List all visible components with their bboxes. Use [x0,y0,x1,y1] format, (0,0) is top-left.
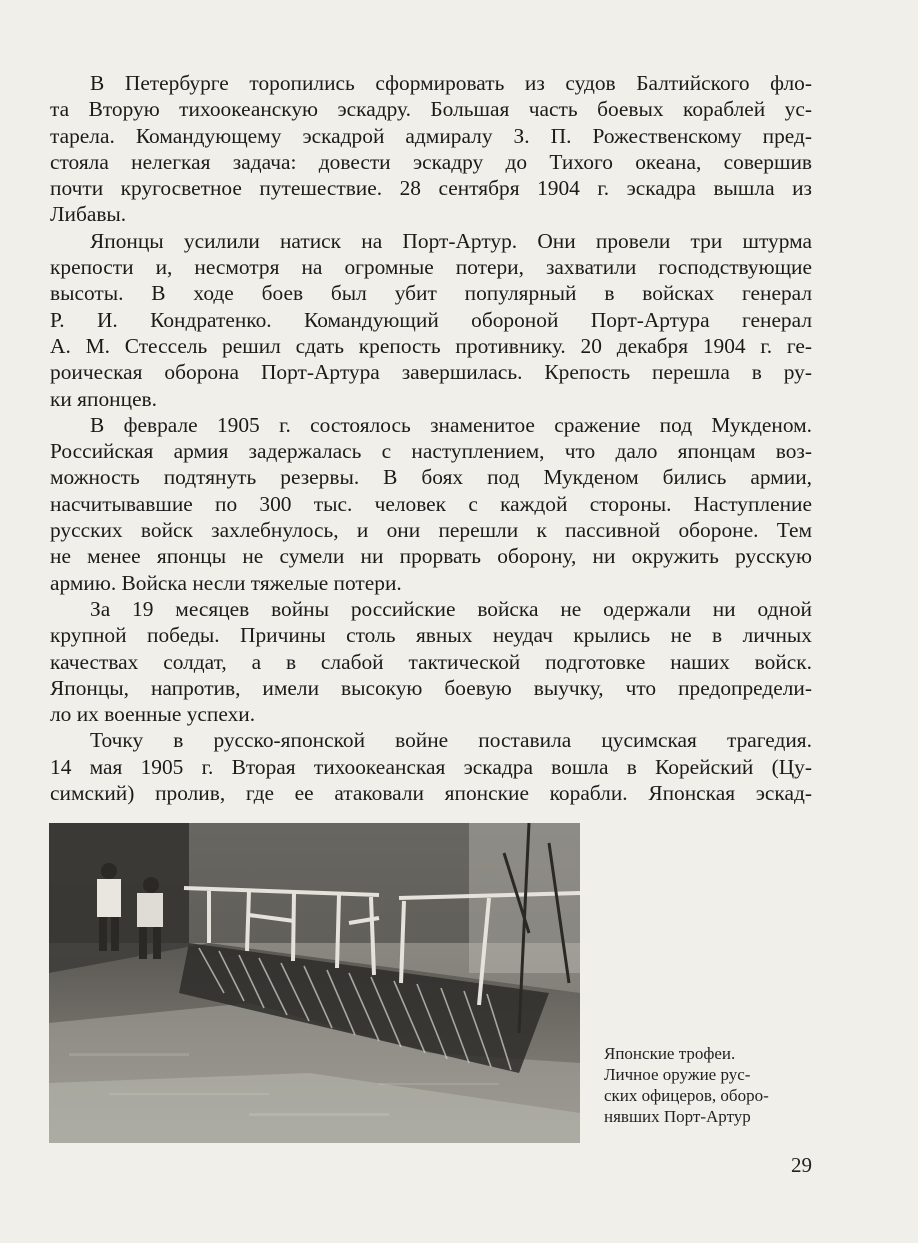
paragraph-3 [50,412,812,596]
caption-line: Японские трофеи. [604,1044,736,1063]
paragraph-4 [50,596,812,727]
text-line: В феврале 1905 г. состоялось знаменитое сражение под Мукденом. [90,412,812,437]
text-line: тарела. Командующему эскадрой адмиралу З. П. Рожественскому пред- [50,123,812,148]
text-line: насчитывавшие по 300 тыс. человек с каждой стороны. Наступление [50,491,812,516]
text-line: Либавы. [50,202,127,227]
caption-line: Личное оружие рус- [604,1065,751,1084]
text-line: крепости и, несмотря на огромные потери, захватили господствующие [50,255,812,280]
paragraph-5 [50,727,812,806]
body-text [50,70,812,806]
text-line: За 19 месяцев войны российские войска не одержали ни одной [90,596,812,621]
text-line: русских войск захлебнулось, и они перешли к пассивной обороне. Тем [50,518,812,543]
text-line: та Вторую тихоокеанскую эскадру. Большая часть боевых кораблей ус- [50,97,812,122]
paragraph-1 [50,70,812,228]
page-number: 29 [791,1153,812,1177]
figure-caption [604,1043,804,1127]
paragraph-2 [50,228,812,412]
text-line: высоты. В ходе боев был убит популярный в войсках генерал [50,281,812,306]
text-line: крупной победы. Причины столь явных неудач крылись не в личных [50,623,812,648]
text-line: армию. Войска несли тяжелые потери. [50,570,402,595]
text-line: Точку в русско-японской войне поставила цусимская трагедия. [90,728,812,753]
text-line: симский) пролив, где ее атаковали японские корабли. Японская эскад- [50,781,812,806]
text-line: Р. И. Кондратенко. Командующий обороной Порт-Артура генерал [50,307,812,332]
text-line: качествах солдат, а в слабой тактической подготовке наших войск. [50,649,812,674]
text-line: Российская армия задержалась с наступлением, что дало японцам воз- [50,439,812,464]
text-line: А. М. Стессель решил сдать крепость противнику. 20 декабря 1904 г. ге- [50,333,812,358]
text-line: можность подтянуть резервы. В боях под Мукденом бились армии, [50,465,812,490]
text-line: ло их военные успехи. [50,702,256,727]
text-line: не менее японцы не сумели ни прорвать оборону, ни окружить русскую [50,544,812,569]
text-line: 14 мая 1905 г. Вторая тихоокеанская эскадра вошла в Корейский (Цу- [50,754,812,779]
caption-line: нявших Порт-Артур [604,1107,751,1126]
trophy-photo [49,823,580,1143]
text-line: роическая оборона Порт-Артура завершилась. Крепость перешла в ру- [50,360,812,385]
text-line: В Петербурге торопились сформировать из судов Балтийского фло- [90,71,812,95]
trophy-photo-illustration [49,823,580,1143]
text-line: Японцы усилили натиск на Порт-Артур. Они провели три штурма [90,228,812,253]
text-line: Японцы, напротив, имели высокую боевую выучку, что предопредели- [50,675,812,700]
text-line: ки японцев. [50,386,158,411]
text-line: почти кругосветное путешествие. 28 сентября 1904 г. эскадра вышла из [50,176,812,201]
caption-line: ских офицеров, оборо- [604,1086,769,1105]
text-line: стояла нелегкая задача: довести эскадру до Тихого океана, совершив [50,149,812,174]
